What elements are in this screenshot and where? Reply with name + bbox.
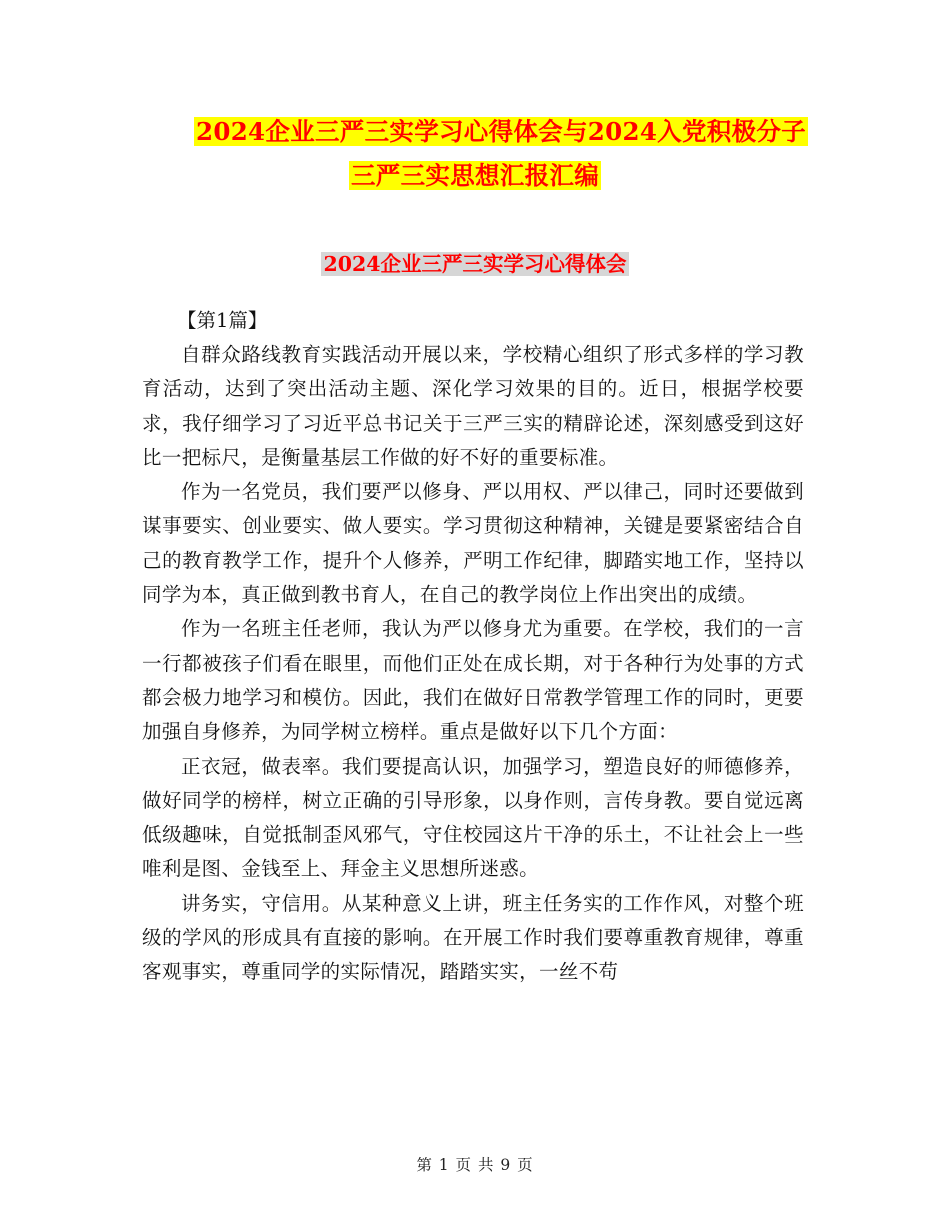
section-heading	[0, 249, 950, 279]
paragraph: 作为一名党员，我们要严以修身、严以用权、严以律己，同时还要做到谋事要实、创业要实、做人要实。学习贯彻这种精神，关键是要紧密结合自己的教育教学工作，提升个人修养，严明工作纪律，脚踏实地工作，坚持以同学为本，真正做到教书育人，在自己的教学岗位上作出突出的成绩。	[142, 480, 804, 607]
paragraph: 讲务实，守信用。从某种意义上讲，班主任务实的工作作风，对整个班级的学风的形成具有直接的影响。在开展工作时我们要尊重教育规律，尊重客观事实，尊重同学的实际情况，踏踏实实，一丝不苟	[142, 891, 804, 984]
part-label: 【第1篇】	[177, 309, 268, 332]
document-title-line-1	[26, 114, 950, 150]
document-title-line-2-text: 三严三实思想汇报汇编	[351, 161, 599, 190]
page-number-footer: 第 1 页 共 9 页	[416, 1156, 534, 1174]
document-title-line-2	[0, 158, 950, 194]
paragraph: 正衣冠，做表率。我们要提高认识，加强学习，塑造良好的师德修养，做好同学的榜样，树立正确的引导形象，以身作则，言传身教。要自觉远离低级趣味，自觉抵制歪风邪气，守住校园这片干净的乐土，不让社会上一些唯利是图、金钱至上、拜金主义思想所迷惑。	[142, 754, 804, 881]
paragraph: 作为一名班主任老师，我认为严以修身尤为重要。在学校，我们的一言一行都被孩子们看在眼里，而他们正处在成长期，对于各种行为处事的方式都会极力地学习和模仿。因此，我们在做好日常教学管理工作的同时，更要加强自身修养，为同学树立榜样。重点是做好以下几个方面：	[142, 617, 804, 744]
section-heading-text: 2024企业三严三实学习心得体会	[323, 252, 627, 276]
document-title-line-1-text: 2024企业三严三实学习心得体会与2024入党积极分子	[196, 117, 806, 146]
body-text	[142, 338, 804, 990]
paragraph: 自群众路线教育实践活动开展以来，学校精心组织了形式多样的学习教育活动，达到了突出活动主题、深化学习效果的目的。近日，根据学校要求，我仔细学习了习近平总书记关于三严三实的精辟论述，深刻感受到这好比一把标尺，是衡量基层工作做的好不好的重要标准。	[142, 343, 804, 469]
